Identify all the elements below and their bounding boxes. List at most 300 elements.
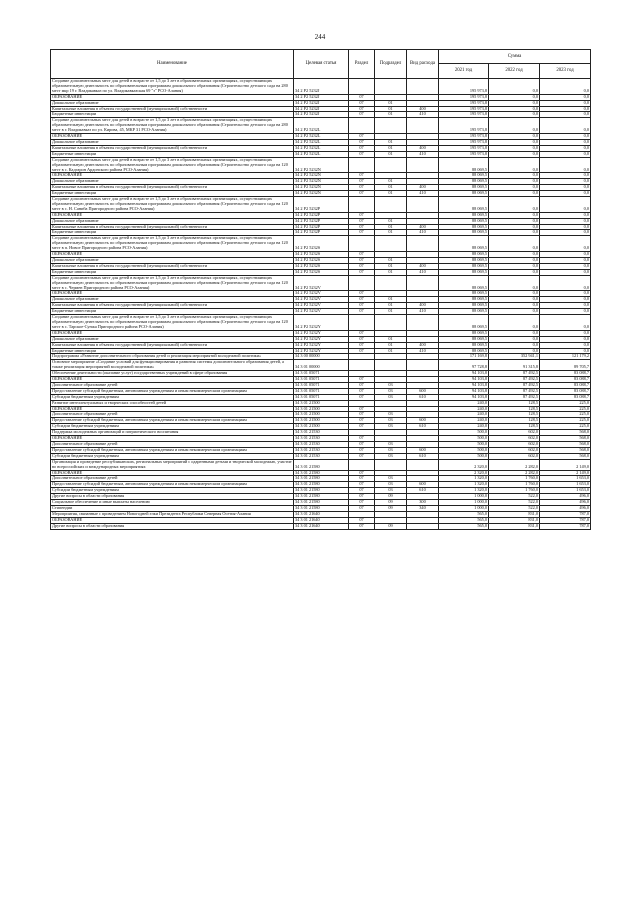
cell-2023: 568,0 bbox=[540, 442, 591, 448]
table-row bbox=[51, 197, 591, 213]
cell-name: Развитие интеллектуальных и творческих способностей детей bbox=[51, 400, 294, 406]
cell-2023: 0,0 bbox=[540, 230, 591, 236]
cell-2022: 0,0 bbox=[489, 224, 540, 230]
cell-target: 34 3 01 21580 bbox=[294, 505, 349, 511]
cell-2021: 1 320,0 bbox=[439, 482, 489, 488]
cell-target: 34 2 P2 5232S bbox=[294, 252, 349, 258]
cell-section: 07 bbox=[349, 309, 375, 315]
cell-2021: 1 320,0 bbox=[439, 488, 489, 494]
cell-target: 34 2 P2 5232J bbox=[294, 112, 349, 118]
cell-2022: 522,0 bbox=[489, 494, 540, 500]
cell-2023: 89 705,7 bbox=[540, 360, 591, 371]
cell-target: 34 2 P2 5232L bbox=[294, 145, 349, 151]
cell-subsection: 03 bbox=[375, 424, 407, 430]
cell-2021: 500,0 bbox=[439, 447, 489, 453]
cell-subsection: 03 bbox=[375, 442, 407, 448]
cell-2022: 128,5 bbox=[489, 418, 540, 424]
cell-section bbox=[349, 197, 375, 213]
cell-2023: 2 149,0 bbox=[540, 459, 591, 470]
cell-2023: 0,0 bbox=[540, 145, 591, 151]
cell-subsection: 01 bbox=[375, 309, 407, 315]
cell-section: 07 bbox=[349, 523, 375, 529]
cell-2022: 0,0 bbox=[489, 212, 540, 218]
cell-2023: 787,0 bbox=[540, 523, 591, 529]
cell-2021: 88 069,5 bbox=[439, 309, 489, 315]
cell-name: ОБРАЗОВАНИЕ bbox=[51, 377, 294, 383]
cell-section: 07 bbox=[349, 482, 375, 488]
cell-section: 07 bbox=[349, 151, 375, 157]
cell-2022: 0,0 bbox=[489, 330, 540, 336]
cell-section: 07 bbox=[349, 258, 375, 264]
cell-section: 07 bbox=[349, 185, 375, 191]
cell-2021: 88 069,5 bbox=[439, 291, 489, 297]
cell-2021: 2 320,0 bbox=[439, 459, 489, 470]
cell-2023: 83 088,7 bbox=[540, 388, 591, 394]
cell-2021: 88 069,5 bbox=[439, 348, 489, 354]
cell-name: Предоставление субсидий бюджетным, автономным учреждениям и иным некоммерческим организациям bbox=[51, 388, 294, 394]
cell-2023: 568,0 bbox=[540, 430, 591, 436]
cell-target: 34 2 P2 5232V bbox=[294, 309, 349, 315]
cell-subsection: 01 bbox=[375, 263, 407, 269]
cell-target: 34 2 P2 5232N bbox=[294, 191, 349, 197]
cell-2023: 568,0 bbox=[540, 447, 591, 453]
cell-2021: 88 069,5 bbox=[439, 173, 489, 179]
cell-2021: 88 069,5 bbox=[439, 258, 489, 264]
cell-2022: 602,0 bbox=[489, 430, 540, 436]
cell-2021: 565,0 bbox=[439, 517, 489, 523]
cell-2022: 0,0 bbox=[489, 118, 540, 134]
cell-2023: 0,0 bbox=[540, 179, 591, 185]
cell-subsection: 03 bbox=[375, 388, 407, 394]
cell-target: 34 2 P2 5232V bbox=[294, 291, 349, 297]
cell-target: 34 3 01 05071 bbox=[294, 388, 349, 394]
cell-subsection: 01 bbox=[375, 336, 407, 342]
cell-target: 34 3 01 21580 bbox=[294, 470, 349, 476]
cell-2021: 171 169,8 bbox=[439, 354, 489, 360]
cell-2021: 88 069,5 bbox=[439, 157, 489, 173]
cell-2023: 0,0 bbox=[540, 236, 591, 252]
cell-2021: 88 069,5 bbox=[439, 275, 489, 291]
cell-name: Бюджетные инвестиции bbox=[51, 230, 294, 236]
cell-target: 34 3 01 05071 bbox=[294, 371, 349, 377]
budget-table bbox=[50, 49, 591, 530]
cell-section: 07 bbox=[349, 342, 375, 348]
cell-name: Дошкольное образование bbox=[51, 100, 294, 106]
cell-subsection bbox=[375, 360, 407, 371]
cell-name: Поддержка молодежных организаций и патриотического воспитания bbox=[51, 430, 294, 436]
table-row bbox=[51, 118, 591, 134]
cell-2021: 88 069,5 bbox=[439, 303, 489, 309]
cell-2023: 0,0 bbox=[540, 118, 591, 134]
cell-target: 34 2 P2 5232Y bbox=[294, 336, 349, 342]
cell-subsection: 01 bbox=[375, 348, 407, 354]
cell-2021: 97 728,8 bbox=[439, 360, 489, 371]
cell-name: Создание дополнительных мест для детей в возрасте от 1,5 до 3 лет в образовательных организациях, осуществляющих образовательную деятельность по образовательным программам дошкольного образования (Строительство детского сада на 280 мест в г. Владикавказ по ул. Кирова, 45, МКР 31 РСО-Алания) bbox=[51, 118, 294, 134]
cell-expense-type bbox=[407, 236, 439, 252]
cell-name: Основное мероприятие «Создание условий для функционирования и развития системы дополнительного образования детей, а также реализация мероприятий молодежной политики» bbox=[51, 360, 294, 371]
cell-2023: 0,0 bbox=[540, 134, 591, 140]
cell-section: 07 bbox=[349, 291, 375, 297]
header-year-2022: 2022 год bbox=[489, 64, 540, 79]
cell-2022: 0,0 bbox=[489, 157, 540, 173]
cell-section: 07 bbox=[349, 424, 375, 430]
cell-2021: 88 069,5 bbox=[439, 297, 489, 303]
cell-2021: 88 069,5 bbox=[439, 185, 489, 191]
cell-2022: 0,0 bbox=[489, 191, 540, 197]
cell-2021: 1 000,0 bbox=[439, 494, 489, 500]
cell-name: Дошкольное образование bbox=[51, 336, 294, 342]
cell-2022: 87 492,5 bbox=[489, 388, 540, 394]
cell-section bbox=[349, 236, 375, 252]
cell-subsection: 03 bbox=[375, 488, 407, 494]
cell-2023: 121 179,2 bbox=[540, 354, 591, 360]
cell-2021: 88 069,5 bbox=[439, 330, 489, 336]
cell-subsection: 01 bbox=[375, 230, 407, 236]
cell-expense-type: 600 bbox=[407, 388, 439, 394]
cell-name: Дошкольное образование bbox=[51, 179, 294, 185]
cell-expense-type: 410 bbox=[407, 348, 439, 354]
header-year-2023: 2023 год bbox=[540, 64, 591, 79]
cell-target: 34 3 01 21640 bbox=[294, 523, 349, 529]
cell-target: 34 2 P2 5232L bbox=[294, 139, 349, 145]
cell-name: ОБРАЗОВАНИЕ bbox=[51, 94, 294, 100]
cell-subsection: 01 bbox=[375, 224, 407, 230]
cell-2021: 1 000,0 bbox=[439, 505, 489, 511]
cell-expense-type: 400 bbox=[407, 145, 439, 151]
cell-subsection: 03 bbox=[375, 412, 407, 418]
cell-name: Предоставление субсидий бюджетным, автономным учреждениям и иным некоммерческим организациям bbox=[51, 482, 294, 488]
cell-name: Дошкольное образование bbox=[51, 139, 294, 145]
cell-2021: 94 103,8 bbox=[439, 377, 489, 383]
cell-2022: 0,0 bbox=[489, 263, 540, 269]
cell-2023: 496,0 bbox=[540, 500, 591, 506]
cell-target: 34 2 P2 5232Y bbox=[294, 330, 349, 336]
cell-expense-type: 400 bbox=[407, 303, 439, 309]
cell-2021: 195 973,8 bbox=[439, 118, 489, 134]
cell-name: Организация и проведение республиканских, региональных мероприятий с одаренными детьми и творческой молодежью, участие во всероссийских и международных мероприятиях bbox=[52, 459, 292, 469]
cell-section: 07 bbox=[349, 263, 375, 269]
cell-2023: 0,0 bbox=[540, 151, 591, 157]
cell-name: Дополнительное образование детей bbox=[51, 382, 294, 388]
cell-expense-type: 610 bbox=[407, 394, 439, 400]
cell-target: 34 3 01 21640 bbox=[294, 511, 349, 517]
cell-2023: 787,0 bbox=[540, 511, 591, 517]
cell-2023: 0,0 bbox=[540, 79, 591, 95]
cell-subsection: 01 bbox=[375, 218, 407, 224]
cell-name: Мероприятия, связанные с проведением Новогодней елки Президента Республики Северная Осетия-Алания bbox=[51, 511, 294, 517]
cell-name: ОБРАЗОВАНИЕ bbox=[51, 517, 294, 523]
cell-expense-type: 410 bbox=[407, 230, 439, 236]
cell-2022: 1 760,0 bbox=[489, 482, 540, 488]
cell-subsection: 01 bbox=[375, 297, 407, 303]
cell-2022: 0,0 bbox=[489, 269, 540, 275]
cell-subsection: 09 bbox=[375, 500, 407, 506]
cell-name: ОБРАЗОВАНИЕ bbox=[51, 134, 294, 140]
cell-expense-type: 410 bbox=[407, 151, 439, 157]
cell-name: ОБРАЗОВАНИЕ bbox=[51, 406, 294, 412]
cell-2021: 565,0 bbox=[439, 523, 489, 529]
cell-target: 34 3 01 21530 bbox=[294, 447, 349, 453]
cell-subsection: 01 bbox=[375, 100, 407, 106]
cell-section: 07 bbox=[349, 145, 375, 151]
cell-2022: 0,0 bbox=[489, 79, 540, 95]
cell-2023: 0,0 bbox=[540, 185, 591, 191]
cell-section: 07 bbox=[349, 252, 375, 258]
cell-name: Бюджетные инвестиции bbox=[51, 151, 294, 157]
cell-name: Создание дополнительных мест для детей в возрасте от 1,5 до 3 лет в образовательных организациях, осуществляющих образовательную деятельность по образовательным программам дошкольного образования (Строительство детского сада на 120 мест в с. Тарское-Сунжа Пригородного района РСО-Алания) bbox=[51, 315, 294, 331]
cell-2021: 240,0 bbox=[439, 406, 489, 412]
cell-2021: 195 973,8 bbox=[439, 112, 489, 118]
cell-section: 07 bbox=[349, 377, 375, 383]
cell-target: 34 3 01 21530 bbox=[294, 442, 349, 448]
cell-section: 07 bbox=[349, 436, 375, 442]
cell-section: 07 bbox=[349, 476, 375, 482]
cell-target: 34 2 P2 5232L bbox=[294, 151, 349, 157]
cell-2022: 128,5 bbox=[489, 406, 540, 412]
cell-expense-type: 340 bbox=[407, 505, 439, 511]
cell-subsection: 01 bbox=[375, 151, 407, 157]
cell-section: 07 bbox=[349, 453, 375, 459]
cell-2022: 0,0 bbox=[489, 303, 540, 309]
cell-2022: 0,0 bbox=[489, 179, 540, 185]
cell-name: Дополнительное образование детей bbox=[51, 412, 294, 418]
cell-target: 34 2 P2 5232P bbox=[294, 212, 349, 218]
cell-target: 34 3 01 21640 bbox=[294, 517, 349, 523]
cell-subsection: 01 bbox=[375, 191, 407, 197]
cell-2022: 87 492,5 bbox=[489, 382, 540, 388]
cell-name: Субсидии бюджетным учреждениям bbox=[51, 424, 294, 430]
cell-name: ОБРАЗОВАНИЕ bbox=[51, 291, 294, 297]
cell-target: 34 2 P2 5232N bbox=[294, 157, 349, 173]
cell-expense-type: 300 bbox=[407, 500, 439, 506]
cell-2022: 1 760,0 bbox=[489, 476, 540, 482]
cell-subsection: 03 bbox=[375, 476, 407, 482]
cell-target: 34 2 P2 5232J bbox=[294, 100, 349, 106]
cell-2021: 195 973,8 bbox=[439, 79, 489, 95]
cell-expense-type bbox=[407, 118, 439, 134]
cell-section: 07 bbox=[349, 517, 375, 523]
cell-name: Дошкольное образование bbox=[51, 218, 294, 224]
cell-2023: 0,0 bbox=[540, 191, 591, 197]
cell-expense-type: 400 bbox=[407, 263, 439, 269]
cell-target: 34 2 P2 5232P bbox=[294, 218, 349, 224]
cell-target: 34 2 P2 5232N bbox=[294, 173, 349, 179]
cell-2023: 0,0 bbox=[540, 275, 591, 291]
cell-target: 34 2 P2 5232J bbox=[294, 106, 349, 112]
cell-2023: 0,0 bbox=[540, 252, 591, 258]
cell-2022: 87 492,5 bbox=[489, 394, 540, 400]
cell-subsection: 01 bbox=[375, 342, 407, 348]
cell-2021: 88 069,5 bbox=[439, 197, 489, 213]
table-row bbox=[51, 459, 591, 470]
cell-2022: 91 315,8 bbox=[489, 360, 540, 371]
cell-name: ОБРАЗОВАНИЕ bbox=[51, 252, 294, 258]
cell-2022: 0,0 bbox=[489, 342, 540, 348]
cell-2022: 0,0 bbox=[489, 112, 540, 118]
cell-2022: 0,0 bbox=[489, 258, 540, 264]
cell-name: Дополнительное образование детей bbox=[51, 442, 294, 448]
cell-2021: 195 973,8 bbox=[439, 106, 489, 112]
cell-target: 34 3 01 00000 bbox=[294, 360, 349, 371]
cell-2023: 496,0 bbox=[540, 505, 591, 511]
cell-2022: 2 282,0 bbox=[489, 470, 540, 476]
cell-2021: 94 103,8 bbox=[439, 382, 489, 388]
cell-2023: 225,0 bbox=[540, 418, 591, 424]
cell-2022: 0,0 bbox=[489, 139, 540, 145]
cell-2023: 225,0 bbox=[540, 400, 591, 406]
cell-target: 34 3 01 21530 bbox=[294, 436, 349, 442]
cell-2021: 88 069,5 bbox=[439, 218, 489, 224]
cell-2022: 0,0 bbox=[489, 336, 540, 342]
cell-expense-type bbox=[407, 79, 439, 95]
cell-target: 34 3 01 21530 bbox=[294, 430, 349, 436]
cell-target: 34 2 P2 5232Y bbox=[294, 348, 349, 354]
cell-section: 07 bbox=[349, 134, 375, 140]
cell-subsection bbox=[375, 157, 407, 173]
cell-target: 34 3 01 21580 bbox=[294, 482, 349, 488]
header-expense-type: Вид расхода bbox=[407, 50, 439, 79]
cell-section: 07 bbox=[349, 488, 375, 494]
cell-2023: 496,0 bbox=[540, 494, 591, 500]
cell-subsection: 01 bbox=[375, 112, 407, 118]
cell-target: 34 3 01 05071 bbox=[294, 394, 349, 400]
cell-2022: 128,5 bbox=[489, 424, 540, 430]
cell-2022: 352 941,1 bbox=[489, 354, 540, 360]
cell-section: 07 bbox=[349, 348, 375, 354]
cell-subsection: 09 bbox=[375, 523, 407, 529]
cell-2022: 0,0 bbox=[489, 100, 540, 106]
cell-target: 34 3 01 21500 bbox=[294, 412, 349, 418]
cell-section: 07 bbox=[349, 388, 375, 394]
cell-2022: 522,0 bbox=[489, 505, 540, 511]
cell-2023: 568,0 bbox=[540, 436, 591, 442]
cell-section: 07 bbox=[349, 406, 375, 412]
cell-2022: 0,0 bbox=[489, 291, 540, 297]
cell-name: ОБРАЗОВАНИЕ bbox=[51, 330, 294, 336]
cell-2021: 195 973,8 bbox=[439, 145, 489, 151]
cell-2023: 0,0 bbox=[540, 336, 591, 342]
cell-subsection bbox=[375, 236, 407, 252]
table-row bbox=[51, 315, 591, 331]
cell-name: Капитальные вложения в объекты государственной (муниципальной) собственности bbox=[51, 224, 294, 230]
cell-name: Другие вопросы в области образования bbox=[51, 494, 294, 500]
cell-2023: 1 653,0 bbox=[540, 476, 591, 482]
cell-2023: 0,0 bbox=[540, 309, 591, 315]
header-year-2021: 2021 год bbox=[439, 64, 489, 79]
cell-subsection: 03 bbox=[375, 453, 407, 459]
cell-2023: 1 653,0 bbox=[540, 488, 591, 494]
cell-subsection: 09 bbox=[375, 505, 407, 511]
cell-target: 34 2 P2 5232Y bbox=[294, 342, 349, 348]
cell-2021: 88 069,5 bbox=[439, 336, 489, 342]
cell-2022: 0,0 bbox=[489, 134, 540, 140]
cell-2022: 0,0 bbox=[489, 197, 540, 213]
cell-target: 34 2 P2 5232J bbox=[294, 94, 349, 100]
cell-2022: 602,0 bbox=[489, 453, 540, 459]
cell-expense-type: 600 bbox=[407, 482, 439, 488]
cell-target: 34 3 01 05071 bbox=[294, 382, 349, 388]
cell-target: 34 2 P2 5232S bbox=[294, 263, 349, 269]
cell-target: 34 3 01 21580 bbox=[294, 488, 349, 494]
cell-section: 07 bbox=[349, 212, 375, 218]
cell-2021: 240,0 bbox=[439, 412, 489, 418]
cell-expense-type: 400 bbox=[407, 224, 439, 230]
cell-section: 07 bbox=[349, 224, 375, 230]
cell-2023: 0,0 bbox=[540, 197, 591, 213]
cell-subsection bbox=[375, 197, 407, 213]
cell-expense-type: 610 bbox=[407, 424, 439, 430]
cell-target: 34 2 P2 5232P bbox=[294, 230, 349, 236]
cell-target: 34 3 01 05071 bbox=[294, 377, 349, 383]
cell-section: 07 bbox=[349, 418, 375, 424]
cell-2021: 195 973,8 bbox=[439, 100, 489, 106]
cell-subsection: 03 bbox=[375, 394, 407, 400]
cell-section: 07 bbox=[349, 500, 375, 506]
cell-expense-type bbox=[407, 315, 439, 331]
cell-2023: 0,0 bbox=[540, 258, 591, 264]
cell-section bbox=[349, 79, 375, 95]
cell-expense-type: 610 bbox=[407, 488, 439, 494]
cell-2023: 83 088,7 bbox=[540, 371, 591, 377]
cell-2023: 0,0 bbox=[540, 348, 591, 354]
cell-target: 34 3 01 21580 bbox=[294, 494, 349, 500]
cell-target: 34 2 P2 5232V bbox=[294, 275, 349, 291]
header-sum: Сумма bbox=[439, 50, 591, 64]
cell-2022: 831,0 bbox=[489, 523, 540, 529]
cell-name: Субсидии бюджетным учреждениям bbox=[51, 453, 294, 459]
cell-subsection bbox=[375, 275, 407, 291]
cell-target: 34 2 P2 5232Y bbox=[294, 315, 349, 331]
cell-expense-type: 400 bbox=[407, 185, 439, 191]
table-body bbox=[51, 79, 591, 530]
cell-name: Дошкольное образование bbox=[51, 258, 294, 264]
cell-name: Бюджетные инвестиции bbox=[51, 112, 294, 118]
cell-2022: 602,0 bbox=[489, 447, 540, 453]
cell-target: 34 2 P2 5232N bbox=[294, 179, 349, 185]
cell-2021: 88 069,5 bbox=[439, 315, 489, 331]
cell-target: 34 2 P2 5232V bbox=[294, 297, 349, 303]
cell-name: Другие вопросы в области образования bbox=[51, 523, 294, 529]
cell-2023: 0,0 bbox=[540, 224, 591, 230]
header-target: Целевая статья bbox=[294, 50, 349, 79]
cell-expense-type bbox=[407, 197, 439, 213]
cell-2022: 602,0 bbox=[489, 442, 540, 448]
cell-name: Дошкольное образование bbox=[51, 297, 294, 303]
cell-section: 07 bbox=[349, 442, 375, 448]
cell-section: 07 bbox=[349, 218, 375, 224]
cell-subsection: 03 bbox=[375, 482, 407, 488]
cell-2023: 0,0 bbox=[540, 342, 591, 348]
cell-2021: 88 069,5 bbox=[439, 191, 489, 197]
cell-section bbox=[349, 275, 375, 291]
cell-2023: 0,0 bbox=[540, 330, 591, 336]
cell-target: 34 3 01 21500 bbox=[294, 418, 349, 424]
cell-2022: 831,0 bbox=[489, 517, 540, 523]
cell-2022: 831,0 bbox=[489, 511, 540, 517]
cell-2023: 0,0 bbox=[540, 106, 591, 112]
cell-2023: 0,0 bbox=[540, 291, 591, 297]
table-row bbox=[51, 236, 591, 252]
cell-name: Создание дополнительных мест для детей в возрасте от 1,5 до 3 лет в образовательных организациях, осуществляющих образовательную деятельность по образовательным программам дошкольного образования (Строительство детского сада на 280 мест мкр 19 г. Владикавказ по ул. Владикавказская 69 "з" РСО-Алания) bbox=[51, 79, 294, 95]
cell-name: Предоставление субсидий бюджетным, автономным учреждениям и иным некоммерческим организациям bbox=[51, 418, 294, 424]
cell-expense-type bbox=[407, 360, 439, 371]
cell-2021: 88 069,5 bbox=[439, 212, 489, 218]
cell-subsection: 01 bbox=[375, 269, 407, 275]
cell-target: 34 2 P2 5232P bbox=[294, 224, 349, 230]
cell-2021: 195 973,8 bbox=[439, 139, 489, 145]
cell-expense-type: 610 bbox=[407, 453, 439, 459]
cell-2022: 0,0 bbox=[489, 185, 540, 191]
